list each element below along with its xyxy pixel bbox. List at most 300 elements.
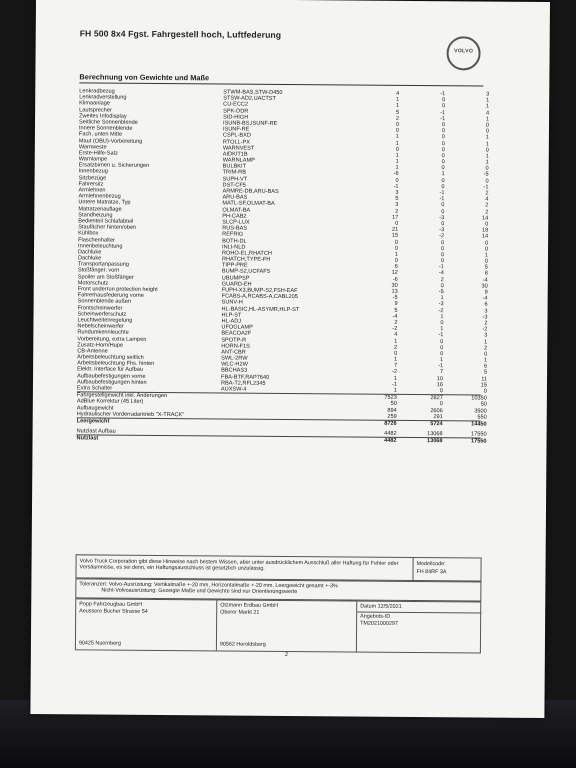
value-rear: 16 [436, 381, 444, 389]
tolerances-line-2: Nicht-Volvoausrüstung: Gezeigte Maße und Gewichte sind nur Orientierungswerte [101, 587, 298, 596]
value-total: 550 [477, 414, 487, 421]
value-total: 1 [485, 141, 489, 148]
item-name: Sonnenblende außen [77, 298, 132, 306]
value-rear: 0 [441, 183, 445, 191]
item-name: Matratzenauflage [78, 205, 122, 213]
value-total: -3 [482, 314, 488, 321]
value-rear: 13068 [427, 431, 443, 438]
item-name: Hydraulischer Vorderradantrieb "X-TRACK" [76, 411, 185, 418]
value-front: 0 [395, 127, 399, 134]
item-name: Extra Schalter [76, 385, 113, 392]
item-code: RBA-T2,RFL2345 [220, 380, 266, 387]
value-total: 50 [480, 401, 487, 408]
value-rear: 0 [441, 177, 445, 184]
value-rear: 2827 [430, 395, 443, 402]
volvo-logo-icon [446, 36, 480, 70]
value-total: 1 [484, 252, 489, 259]
item-name: Armlehnen [78, 187, 106, 194]
item-code: HORN-F1S [221, 343, 250, 350]
value-total: 18 [481, 227, 489, 234]
value-total: 1 [486, 103, 490, 110]
section-title: Berechnung von Gewichte und Maße [79, 72, 210, 83]
item-code: HL-ADJ [221, 318, 242, 325]
item-name: CB-Antenne [77, 348, 108, 355]
value-total: 2 [484, 345, 488, 352]
value-total: 0 [484, 351, 488, 358]
item-name: Aufbaubefestigungen vorne [77, 372, 146, 380]
value-rear: -1 [438, 363, 444, 370]
value-front: 5 [394, 307, 398, 314]
item-code: BBCHAS3 [221, 367, 248, 375]
value-rear: 0 [441, 128, 445, 135]
value-front: 1 [395, 152, 399, 159]
offer-id: TM2021000297 [360, 620, 398, 627]
value-total: 4 [485, 110, 490, 117]
disclaimer-text: Volvo Truck Corporation gibt diese Hinweise nach bestem Wissen, aber unter ausdrücklichem Ausschluß aller Haftung für Fehler oder Versäumnisse, es sei denn, ein Haftungsausschluss ist gesetzlich unzulässig. [79, 558, 399, 573]
item-name: Zweites Infodisplay [79, 113, 127, 120]
value-front: -2 [392, 325, 398, 332]
value-front: 15 [391, 233, 399, 240]
dealer-street: Aeussere Bucher Strasse 54 [79, 608, 148, 615]
value-total: 2 [485, 209, 489, 216]
value-total: 8 [484, 270, 488, 277]
customer-city: 90562 Heroldsberg [219, 641, 266, 648]
item-name: Nebelscheinwerfer [77, 323, 124, 330]
item-code: CU-ECC2 [223, 101, 249, 109]
value-front: -1 [393, 183, 399, 190]
item-code: SPK-DDR [223, 108, 249, 115]
value-rear: -1 [438, 332, 444, 339]
value-rear: 0 [441, 159, 445, 166]
item-name: Spoiler am Stoßfänger [77, 273, 134, 281]
item-name: Leergewicht [76, 418, 110, 425]
item-name: Nutzlast [76, 435, 99, 442]
value-front: 2 [395, 115, 400, 122]
item-name: Fahrerhausfederung vorne [77, 292, 144, 300]
value-total: 1 [485, 159, 489, 166]
item-name: AdBlue Korrektur (45 Liter) [76, 398, 144, 406]
item-name: Armlehnenbezug [78, 193, 121, 200]
value-front: 4 [396, 90, 400, 97]
item-name: Innenbeleuchtung [78, 243, 123, 250]
value-rear: 13068 [426, 438, 443, 445]
item-code: ANT-CBR [221, 349, 246, 356]
value-total: 1 [486, 97, 490, 104]
value-rear: 5724 [430, 421, 443, 428]
item-code: ARMRE-DB,ARU-BAS [222, 188, 279, 195]
value-total: 0 [485, 165, 489, 172]
value-front: 21 [391, 226, 399, 233]
value-total: 0 [484, 258, 488, 265]
item-name: Dachluke [77, 249, 102, 256]
item-code: RUS-BAS [222, 225, 248, 232]
value-total: 1 [485, 116, 490, 123]
item-name: Maut (OBU)-Vorbereitung [78, 137, 143, 145]
item-code: RHATCH,TYPE-FH [221, 256, 271, 263]
item-name: Ersatzbirnen u. Sicherungen [78, 162, 150, 170]
value-total: 6 [483, 363, 488, 370]
item-code: ROHO-EL,RHATCH [221, 250, 272, 257]
customer-name: Otzmann Erdbau GmbH [220, 602, 279, 609]
item-code: FCABS-A,RCABS-A,CABL205 [221, 293, 298, 301]
value-front: 12 [391, 270, 398, 277]
item-code: INLI-NLD [222, 244, 246, 251]
value-front: 4482 [384, 430, 397, 437]
value-rear: 0 [440, 344, 444, 351]
item-code: DST-CF5 [222, 182, 246, 189]
item-name: Fahrersitz [78, 181, 104, 188]
value-rear: -1 [439, 196, 445, 203]
item-name: Motorschutz [77, 280, 109, 287]
value-total: 17550 [470, 438, 487, 445]
value-rear: -1 [440, 91, 446, 98]
item-name: Lautsprecher [79, 106, 112, 114]
item-name: Frontscheinwerfer [77, 304, 123, 312]
value-total: 0 [484, 240, 489, 247]
value-total: 2 [484, 320, 488, 327]
value-rear: 0 [442, 97, 446, 104]
value-total: 4 [485, 196, 489, 203]
item-name: Elektr. Interface für Aufbau [77, 366, 144, 374]
value-total: 2 [485, 190, 489, 197]
value-front: -6 [393, 171, 399, 178]
item-code: BOTH-DL [222, 237, 247, 245]
value-front: 1 [395, 134, 399, 141]
item-code: FUPH-X3,BUMP-S2,FSH-EAF [221, 287, 298, 295]
item-name: Seitliche Sonnenblende [79, 119, 138, 126]
value-total: 5 [483, 369, 488, 376]
offer-info [356, 602, 481, 653]
dealer-address [76, 599, 216, 650]
value-rear: -4 [438, 270, 444, 277]
value-total: 3 [486, 91, 490, 98]
value-rear: 0 [440, 239, 445, 246]
value-total: 30 [481, 283, 488, 290]
value-front: -2 [392, 369, 398, 376]
value-front: 17 [392, 214, 399, 221]
item-code: SID-HIGH [223, 114, 249, 121]
value-rear: 0 [441, 134, 445, 141]
tolerances-line-1: Toleranzen: Volvo-Ausrüstung: Vertikalmaße +-20 mm, Horizontalmaße +-20 mm, Leergewicht gesamt +-3% [79, 581, 338, 590]
value-total: -4 [482, 277, 488, 284]
value-total: 0 [484, 246, 489, 253]
value-rear: 0 [440, 320, 444, 327]
value-rear: 291 [433, 413, 443, 420]
value-front: 50 [390, 401, 397, 408]
item-name: Lenkradbezug [79, 88, 115, 95]
value-front: 1 [395, 158, 399, 165]
value-rear: 1 [441, 171, 445, 178]
value-front: 2 [394, 319, 398, 326]
divider [79, 82, 483, 86]
value-total: 1 [484, 357, 488, 364]
value-rear: 1 [440, 313, 444, 320]
address-box [75, 598, 481, 653]
value-rear: 7 [439, 369, 444, 376]
value-rear: 0 [440, 351, 444, 358]
value-rear: 0 [441, 221, 445, 228]
item-name: Vorbereitung, extra Lampen [77, 335, 147, 343]
value-front: 0 [394, 257, 398, 264]
item-code: TRIM-RB [222, 169, 246, 177]
value-total: 14450 [471, 421, 487, 428]
item-name: Nutzlast Aufbau [76, 428, 116, 435]
value-total: 0 [485, 147, 489, 154]
document-page [30, 0, 550, 718]
value-front: 2 [395, 208, 399, 215]
value-rear: 0 [440, 245, 445, 252]
value-rear: 0 [440, 282, 444, 290]
dealer-name: Popp Fahrzeugbau GmbH [79, 601, 143, 608]
value-front: 8726 [384, 420, 397, 427]
value-rear: 1 [440, 357, 444, 364]
item-code: OLMAT-BA [222, 207, 251, 214]
value-front: 4 [394, 332, 398, 339]
value-rear: 2606 [430, 407, 443, 414]
item-code: BUMP-S2,UCFAFS [221, 268, 271, 276]
item-code: GUARD-EH [221, 281, 252, 288]
value-total: 5 [484, 264, 488, 271]
value-total: -2 [482, 326, 488, 333]
value-front: 1 [396, 97, 400, 104]
value-front: 1 [394, 356, 398, 363]
value-rear: 10 [436, 375, 444, 382]
value-front: 2 [394, 344, 398, 351]
dealer-city: 90425 Nuernberg [78, 640, 121, 647]
customer-address [216, 600, 357, 651]
value-front: 1 [395, 165, 399, 172]
value-total: 3500 [474, 407, 487, 415]
value-rear: 0 [441, 202, 445, 209]
item-code: ISUNB-BS,ISUNF-RE [223, 120, 278, 127]
customer-street: Oberer Markt 21 [220, 609, 260, 616]
item-code: ARU-BAS [222, 194, 248, 201]
value-front: 1 [393, 375, 398, 382]
item-code: SPOTP-R [221, 336, 247, 344]
item-name: Innere Sonnenblende [78, 125, 133, 132]
value-total: -5 [483, 171, 489, 178]
value-front: -5 [392, 294, 398, 302]
value-rear: 0 [441, 122, 446, 129]
item-code: WLC-H2W [221, 361, 248, 368]
item-name: Standheizung [78, 212, 113, 219]
value-front: 30 [391, 282, 398, 289]
item-code: ISUNF-RE [222, 126, 250, 133]
item-code: WARNLAMP [222, 157, 255, 164]
item-code: REFRIG [222, 231, 244, 238]
item-code: RTOLL-PX [222, 138, 251, 146]
model-code-value: FH 84RF 3A [416, 568, 447, 576]
item-code: TIPP-PRE [221, 262, 248, 269]
value-front: 0 [395, 146, 399, 153]
value-front: 0 [395, 121, 400, 128]
value-total: 17550 [471, 431, 487, 438]
item-name: Staufächer hinten/oben [78, 224, 137, 231]
value-rear: -3 [439, 227, 445, 234]
value-front: 0 [394, 239, 399, 246]
value-front: 7 [393, 363, 398, 370]
item-name: Aufbaubefestigungen hinten [76, 379, 147, 386]
item-code: WARNVEST [222, 145, 255, 152]
value-front: 1 [394, 338, 398, 345]
value-total: 0 [485, 128, 489, 135]
value-front: 13 [391, 288, 398, 295]
value-front: 3 [395, 189, 399, 196]
value-total: -1 [483, 184, 489, 191]
item-name: Sitzbezüge [78, 174, 107, 182]
value-total: 14 [482, 215, 489, 222]
value-front: 1 [394, 251, 399, 258]
value-rear: -3 [439, 214, 445, 221]
value-total: 15 [480, 382, 488, 389]
value-rear: -5 [438, 289, 444, 296]
model-code-label: Modellcode: [416, 560, 446, 568]
item-name: Warnweste [78, 144, 107, 151]
item-name: Innenbezug [78, 168, 108, 175]
item-name: Kühlbox [78, 230, 99, 237]
value-front: 894 [387, 407, 397, 414]
value-front: 5 [395, 109, 400, 116]
value-rear: -2 [439, 233, 445, 240]
value-rear: -1 [439, 190, 445, 197]
item-code: FBA-BTF,RAP7640 [221, 374, 270, 381]
value-rear: 1 [440, 326, 444, 333]
item-name: Bedienteil Schlafabteil [78, 218, 134, 225]
value-rear: -1 [440, 115, 446, 122]
value-front: 0 [395, 220, 399, 227]
item-name: Fach, unten Mitte [78, 131, 123, 138]
value-rear: 0 [441, 153, 445, 160]
value-rear: 2 [440, 276, 444, 283]
value-total: 0 [485, 122, 490, 129]
item-name: Dachluke [77, 255, 102, 262]
value-front: 259 [387, 413, 397, 420]
value-total: 1 [485, 134, 489, 141]
value-rear: 0 [439, 401, 443, 408]
value-rear: 0 [440, 252, 445, 259]
item-name: Zusatz-Horn/Hupe [77, 342, 124, 349]
value-total: 10350 [471, 395, 487, 402]
item-name: Leuchtweitenregelung [77, 317, 133, 324]
value-front: 1 [393, 387, 397, 394]
item-code: HL-BASIC,HL-ASYMR,HLP-ST [221, 306, 300, 313]
item-code: BEACOA2F [221, 330, 252, 337]
value-rear: 0 [441, 140, 445, 147]
item-name: Untere Matratze, Typ [78, 199, 131, 207]
item-name: Transportanpassung [77, 261, 130, 268]
value-rear: 0 [440, 338, 444, 345]
value-total: 3 [484, 308, 488, 315]
value-front: 5 [395, 195, 399, 203]
value-front: 9 [394, 301, 398, 308]
value-front: 1 [395, 140, 399, 147]
value-front: 0 [395, 177, 399, 184]
item-code: AUXSW-4 [220, 386, 247, 393]
disclaimer-box [75, 554, 481, 581]
item-code: SLCP-LUX [222, 219, 250, 226]
value-total: 0 [485, 221, 489, 228]
value-total: 1 [484, 339, 488, 346]
item-name: Arbeitsbeleuchtung seitlich [77, 354, 144, 361]
item-code: PH-CAB2 [222, 213, 247, 220]
value-front: 6 [394, 264, 398, 271]
item-code: AIDKIT1B [222, 151, 248, 158]
value-total: -4 [482, 295, 488, 302]
value-total: 14 [481, 233, 489, 240]
value-total: 0 [485, 178, 489, 185]
value-total: 1 [485, 153, 489, 160]
value-front: 7523 [384, 394, 397, 402]
value-total: 2 [485, 202, 489, 209]
item-name: Lenkradverstellung [79, 94, 127, 101]
item-name: Arbeitsbeleuchtung Fhs. hinten [77, 360, 155, 368]
item-code: BULBKIT [222, 163, 247, 170]
item-code: SUPH-VT [222, 176, 248, 183]
item-code: SUNV-H [221, 299, 243, 306]
value-total: 11 [481, 376, 488, 383]
value-rear: -3 [438, 301, 444, 308]
item-name: Fahrgestellgewicht inkl. Änderungen [76, 392, 168, 400]
offer-id-label: Angebots-ID [360, 613, 391, 620]
item-code: MATL-SF,OLMAT-BA [222, 200, 275, 208]
value-rear: -1 [438, 264, 444, 271]
value-rear: -2 [438, 307, 444, 314]
value-front: -1 [391, 381, 398, 388]
logo-text: VOLVO [453, 48, 474, 55]
value-rear: 1 [440, 295, 444, 302]
weight-table [76, 88, 490, 445]
value-total: 6 [484, 301, 488, 308]
item-name: Flaschenhalter [78, 236, 115, 244]
item-name: Stoßfänger, vorn [77, 267, 120, 275]
item-name: Warnlampe [78, 156, 108, 163]
value-front: 4482 [384, 438, 397, 445]
item-code: UBUMPSP [221, 275, 250, 282]
document-title: FH 500 8x4 Fgst. Fahrgestell hoch, Luftfederung [79, 28, 282, 40]
value-rear: 0 [442, 103, 446, 110]
item-name: Aufbaugewicht [76, 404, 114, 412]
value-rear: 0 [441, 208, 445, 215]
value-front: 0 [394, 245, 399, 252]
value-rear: -1 [440, 109, 446, 116]
item-name: Front underrun protection height [77, 286, 158, 293]
value-total: 3 [484, 332, 488, 339]
value-rear: 0 [439, 388, 443, 395]
value-front: -4 [392, 313, 398, 320]
model-code-box [412, 558, 479, 581]
item-name: Scheinwerferschutz [77, 311, 127, 318]
item-code: STSW-AD2,UACTST [223, 95, 276, 103]
value-front: 3 [395, 202, 399, 209]
value-total: 9 [484, 289, 488, 296]
item-code: CSPL-BXD [222, 132, 251, 139]
offer-date: Datum 12/5/2021 [360, 603, 402, 610]
value-rear: 0 [441, 146, 445, 153]
item-code: SWL-2RW [221, 355, 248, 362]
page-number: 2 [284, 651, 289, 658]
item-name: Klimaanlage [79, 100, 110, 107]
item-name: Rundumkennleuchte [77, 329, 129, 337]
value-front: -6 [392, 276, 398, 283]
item-name: Erste-Hilfe-Satz [78, 150, 118, 157]
value-front: 0 [394, 350, 398, 357]
value-front: 1 [396, 103, 400, 110]
value-total: 0 [483, 388, 487, 395]
item-code: HLP-ST [221, 312, 242, 319]
item-code: STWM-BAS,STW-D450 [223, 89, 283, 96]
value-rear: 0 [441, 165, 445, 172]
item-code: UFOGLAMP [221, 324, 253, 331]
